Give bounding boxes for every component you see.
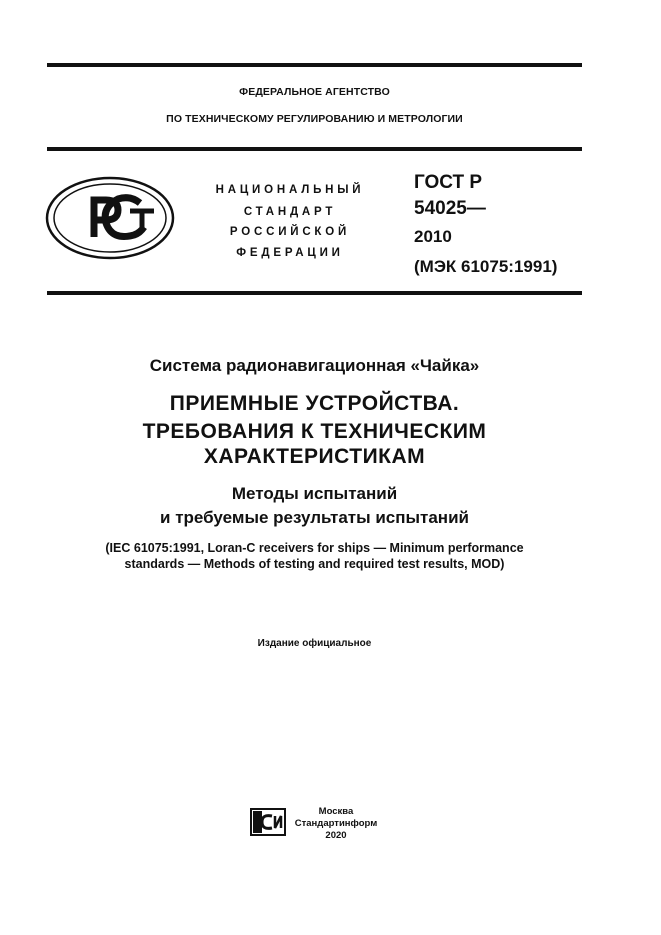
agency-name-line-2: ПО ТЕХНИЧЕСКОМУ РЕГУЛИРОВАНИЮ И МЕТРОЛОГИИ <box>166 113 463 125</box>
system-title: Система радионавигационная «Чайка» <box>149 356 480 375</box>
gost-designation-line-3: 2010 <box>414 227 452 246</box>
top-rule <box>47 63 582 67</box>
header-rule <box>47 147 582 151</box>
standard-type-line-1: НАЦИОНАЛЬНЫЙ <box>215 184 365 196</box>
publisher-name: Стандартинформ <box>294 818 378 829</box>
gost-designation-line-4: (МЭК 61075:1991) <box>414 257 558 276</box>
gost-designation-line-1: ГОСТ Р <box>414 172 483 193</box>
publisher-year: 2020 <box>325 830 347 841</box>
standard-type-line-2: СТАНДАРТ <box>243 206 337 218</box>
iec-reference-line-2: standards — Methods of testing and required test results, MOD) <box>124 557 505 571</box>
publisher-city: Москва <box>318 806 354 817</box>
standard-type-line-3: РОССИЙСКОЙ <box>229 226 351 238</box>
main-title-line-2: ТРЕБОВАНИЯ К ТЕХНИЧЕСКИМ <box>142 420 487 443</box>
gost-designation-line-2: 54025— <box>414 198 486 219</box>
subtitle-line-1: Методы испытаний <box>231 484 398 503</box>
agency-name-line-1: ФЕДЕРАЛЬНОЕ АГЕНТСТВО <box>239 86 390 98</box>
main-title-line-3: ХАРАКТЕРИСТИКАМ <box>203 445 426 468</box>
edition-label: Издание официальное <box>257 638 372 649</box>
main-title-line-1: ПРИЕМНЫЕ УСТРОЙСТВА. <box>169 392 460 415</box>
gost-r-certification-logo-icon <box>44 175 176 261</box>
standartinform-logo-icon <box>250 808 286 836</box>
subtitle-line-2: и требуемые результаты испытаний <box>160 508 469 527</box>
standard-type-line-4: ФЕДЕРАЦИИ <box>236 247 344 259</box>
designation-rule <box>47 291 582 295</box>
iec-reference-line-1: (IEC 61075:1991, Loran-C receivers for ships — Minimum performance <box>105 541 524 555</box>
